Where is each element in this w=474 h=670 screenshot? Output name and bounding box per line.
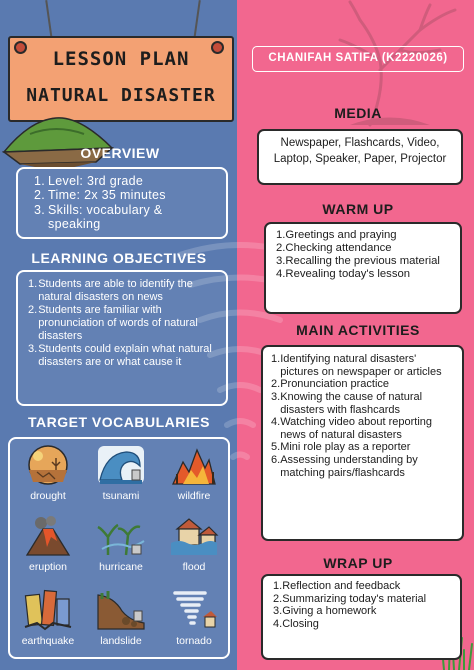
overview-item: 3. Skills: vocabulary & speaking (34, 202, 163, 232)
overview-item: 2. Time: 2x 35 minutes (34, 188, 166, 203)
vocab-label: wildfire (177, 490, 211, 502)
vocab-item-tsunami (86, 444, 156, 502)
warmup-item: 2. Checking attendance (276, 241, 392, 254)
overview-heading: OVERVIEW (80, 145, 160, 161)
objective-item: 1. Students are able to identify the natural disasters on news (28, 278, 193, 303)
warmup-item: 1. Greetings and praying (276, 229, 397, 241)
drought-icon (23, 444, 73, 486)
media-list: Newspaper, Flashcards, Video, Laptop, Speaker, Paper, Projector (273, 137, 447, 165)
sign-bolt-right (211, 41, 224, 54)
objective-item: 3. Students could explain what natural disasters are or what cause it (28, 343, 212, 368)
tsunami-icon (96, 444, 146, 486)
title-sign (8, 36, 234, 122)
eruption-icon (23, 515, 73, 557)
vocab-label: flood (182, 561, 206, 573)
vocab-item-landslide (86, 589, 156, 647)
wrapup-item: 3. Giving a homework (273, 605, 377, 618)
wrapup-item: 1. Reflection and feedback (273, 580, 401, 592)
warmup-item: 4. Revealing today's lesson (276, 267, 411, 280)
earthquake-icon (23, 589, 73, 631)
vocab-item-wildfire (159, 444, 229, 502)
objective-item: 2. Students are familiar with pronunciation of words of natural disasters (28, 304, 198, 342)
vocab-label: drought (30, 490, 66, 502)
wrapup-item: 2. Summarizing today's material (273, 592, 427, 605)
activity-item: 5. Mini role play as a reporter (271, 441, 411, 454)
hurricane-icon (96, 515, 146, 557)
activity-item: 6. Assessing understanding by matching pairs/flashcards (271, 454, 418, 479)
objectives-box (16, 270, 228, 406)
activity-item: 2. Pronunciation practice (271, 378, 390, 391)
media-box (257, 129, 463, 185)
main-activities-box (261, 345, 464, 541)
tornado-icon (169, 589, 219, 631)
vocab-label: hurricane (99, 561, 143, 573)
flood-icon (169, 515, 219, 557)
vocab-item-drought (13, 444, 83, 502)
overview-item: 1. Level: 3rd grade (34, 174, 144, 188)
objectives-heading: LEARNING OBJECTIVES (31, 250, 207, 266)
activity-item: 1. Identifying natural disasters' pictures on newspaper or articles (271, 353, 442, 378)
vocab-label: landslide (100, 635, 142, 647)
main-activities-heading: MAIN ACTIVITIES (296, 322, 420, 338)
landslide-icon (96, 589, 146, 631)
warmup-heading: WARM UP (322, 201, 394, 217)
warmup-item: 3. Recalling the previous material (276, 254, 440, 267)
vocab-label: earthquake (21, 635, 75, 647)
vocab-grid (8, 437, 230, 659)
wrapup-heading: WRAP UP (323, 555, 393, 571)
page-subtitle: NATURAL DISASTER (26, 85, 216, 106)
vocab-label: tornado (176, 635, 212, 647)
overview-box (16, 167, 228, 239)
activity-item: 3. Knowing the cause of natural disasters with flashcards (271, 390, 423, 416)
vocab-label: eruption (29, 561, 67, 573)
vocab-heading: TARGET VOCABULARIES (28, 414, 210, 430)
vocab-item-eruption (13, 515, 83, 573)
wrapup-item: 4. Closing (273, 617, 319, 630)
warmup-box (264, 222, 462, 314)
activity-item: 4. Watching video about reporting news of natural disasters (271, 416, 433, 441)
wildfire-icon (169, 444, 219, 486)
media-heading: MEDIA (334, 105, 382, 121)
vocab-label: tsunami (102, 490, 140, 502)
author-badge: CHANIFAH SATIFA (K2220026) (252, 46, 464, 72)
vocab-item-hurricane (86, 515, 156, 573)
vocab-item-tornado (159, 589, 229, 647)
wrapup-box (261, 574, 462, 660)
vocab-item-flood (159, 515, 229, 573)
vocab-item-earthquake (13, 589, 83, 647)
sign-bolt-left (14, 41, 27, 54)
page-title: LESSON PLAN (52, 48, 190, 70)
